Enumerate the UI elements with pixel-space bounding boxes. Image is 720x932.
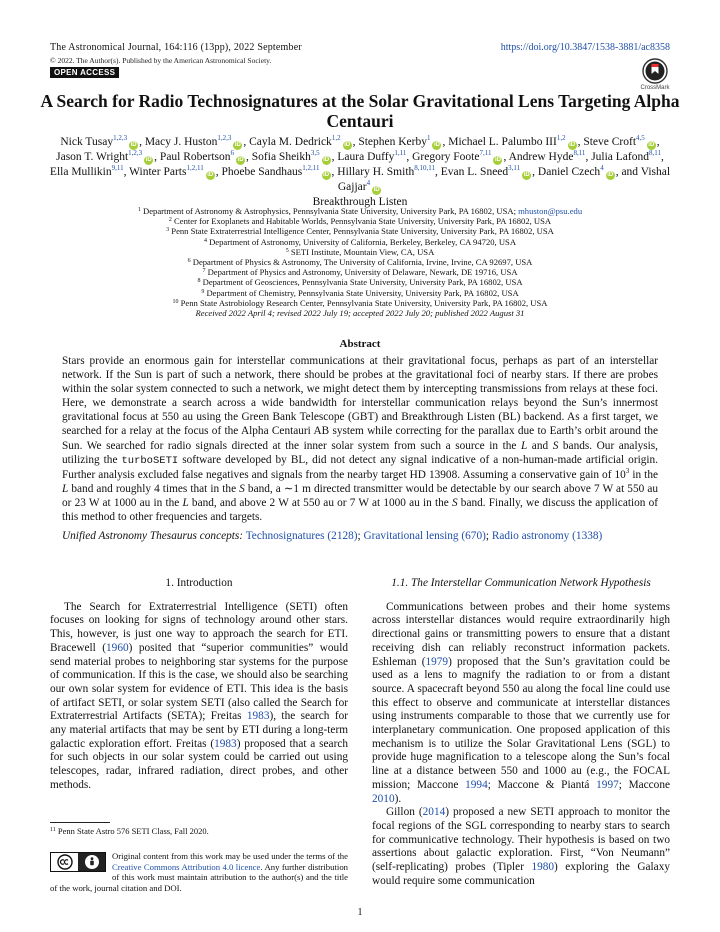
author-name: Laura Duffy$^{1,11}$ — [337, 149, 407, 163]
affiliation-line: $^6$ Department of Physics & Astronomy, The University of California, Irvine, Irvine, CA 92697, USA — [187, 257, 533, 268]
affiliation-line: $^{10}$ Penn State Astrobiology Research Center, Pennsylvania State University, University Park, PA 16802, USA — [172, 297, 548, 308]
orcid-icon[interactable]: iD — [237, 157, 244, 163]
orcid-icon[interactable]: iD — [494, 157, 501, 163]
orcid-icon[interactable]: iD — [323, 172, 330, 178]
affiliation-marker[interactable]: 8,11 — [573, 149, 586, 157]
affiliation-line: $^2$ Center for Exoplanets and Habitable Worlds, Pennsylvania State University, University Park, PA 16802, USA — [168, 216, 552, 227]
orcid-icon[interactable]: iD — [130, 142, 137, 148]
creative-commons-icon — [51, 853, 78, 871]
affiliation-line: $^7$ Department of Physics and Astronomy, University of Delaware, Newark, DE 19716, USA — [202, 267, 518, 278]
orcid-icon[interactable]: iD — [569, 142, 576, 148]
citation-link[interactable]: 2010 — [372, 792, 395, 805]
citation-link[interactable]: 1994 — [465, 778, 488, 791]
affiliation-line: $^8$ Department of Geosciences, Pennsylvania State University, University Park, PA 16802, USA — [197, 277, 523, 288]
citation-link[interactable]: 1960 — [106, 641, 129, 654]
affiliation-marker[interactable]: 4 — [600, 164, 604, 172]
affiliation-marker[interactable]: 4,5 — [636, 134, 645, 142]
uat-link-radio-astronomy[interactable]: Radio astronomy (1338) — [491, 530, 603, 542]
citation-link[interactable]: 1983 — [246, 710, 270, 723]
footnote-divider — [50, 822, 110, 823]
uat-concepts: Unified Astronomy Thesaurus concepts: Technosignatures (2128); Gravitational lensing (670); Radio astronomy (1338) — [62, 530, 603, 542]
orcid-icon[interactable]: iD — [323, 157, 330, 163]
author-name: Julia Lafond$^{8,11}$ — [591, 149, 661, 163]
page-number: 1 — [357, 907, 363, 918]
orcid-icon[interactable]: iD — [607, 172, 614, 178]
orcid-icon[interactable]: iD — [433, 142, 440, 148]
author-name: Gregory Foote$^{7,11}$iD — [412, 149, 501, 163]
author-names: Nick Tusay$^{1,2,3}$iD , Macy J. Huston$^{1,2,3}$iD , Cayla M. Dedrick$^{1,2}$iD , Stephen Kerby$^1$iD , Michael L. Palumbo III$^{1,2}$iD , Steve Croft$^{4,5}$iD , Jason T. Wright$^{1,2,3}$iD , Paul Robertson$^6$iD , Sofia Sheikh$^{3,5}$iD , Laura Duffy$^{1,11}$, Gregory Foote$^{7,11}$iD , Andrew Hyde$^{8,11}$, Julia Lafond$^{8,11}$, Ella Mullikin$^{9,11}$, Winter Parts$^{1,2,11}$iD , Phoebe Sandhaus$^{1,2,11}$iD , Hillary H. Smith$^{8,10,11}$, Evan L. Sneed$^{3,11}$iD , Daniel Czech$^4$iD , and Vishal Gajjar$^4$iD — [49, 134, 671, 193]
orcid-icon[interactable]: iD — [523, 172, 530, 178]
affiliation-marker[interactable]: 3,11 — [508, 164, 521, 172]
abstract-heading: Abstract — [339, 338, 381, 350]
footnote: $^{11}$ Penn State Astro 576 SETI Class, Fall 2020. — [50, 826, 209, 836]
affiliation-marker[interactable]: 1,2 — [331, 134, 341, 142]
affiliation-marker[interactable]: 8,10,11 — [414, 164, 436, 172]
uat-link-gravitational-lensing[interactable]: Gravitational lensing (670) — [363, 530, 486, 542]
subsection-paragraph-1: Communications between probes and their home systems across interstellar distances would require extraordinarily high directional gains or transmitting powers to ensure that a distant receiving dish can reliably reconstruct information packets. Eshleman (1979) proposed that the Sun’s gravitation could be used as a lens to magnify the radiation to or from a distant source. A spacecraft beyond 550 au along the focal line could use this effect to observe and communicate at interstellar distances using instruments comparable to those that we currently use for interplanetary communication. One proposed application of this mechanism is to utilize the Solar Gravitational Lens (SGL) to provide huge magnification to a telescope along the Sun’s focal line at a distance between 550 and 1000 au (e.g., the FOCAL mission; Maccone 1994; Maccone & Piantá 1997; Maccone 2010). — [372, 600, 670, 805]
open-access-badge: OPEN ACCESS — [50, 67, 119, 78]
right-column — [372, 577, 670, 888]
affiliation-marker[interactable]: 1,2,3 — [113, 134, 128, 142]
affiliation-line: $^9$ Department of Chemistry, Pennsylvania State University, University Park, PA 16802, USA — [201, 287, 519, 298]
uat-link-technosignatures[interactable]: Technosignatures (2128) — [245, 530, 358, 542]
orcid-icon[interactable]: iD — [207, 172, 214, 178]
affiliation-marker[interactable]: 3,5 — [310, 149, 320, 157]
affiliation-marker[interactable]: 1 — [426, 134, 431, 142]
orcid-icon[interactable]: iD — [344, 142, 351, 148]
affiliation-line: $^4$ Department of Astronomy, University of California, Berkeley, Berkeley, CA 94720, USA — [203, 236, 517, 247]
orcid-icon[interactable]: iD — [234, 142, 241, 148]
affiliation-marker[interactable]: 4 — [366, 179, 371, 187]
author-name: Winter Parts$^{1,2,11}$iD — [129, 164, 214, 178]
affiliation-marker[interactable]: 1,2 — [556, 134, 566, 142]
affiliation-marker[interactable]: 9,11 — [111, 164, 124, 172]
journal-header: The Astronomical Journal, 164:116 (13pp), 2022 September — [50, 42, 302, 53]
orcid-icon[interactable]: iD — [373, 187, 380, 193]
intro-paragraph: The Search for Extraterrestrial Intelligence (SETI) often focuses on looking for signs of technology around other stars. This, however, is just one way to approach the search for ETI. Bracewell (1960) posited that “superior communities” would send material probes to neighboring star systems for the purpose of communication. If this is the case, we should also be searching our own solar system for evidence of ETI. This idea is the basis of artifact SETI, or solar system SETI (also called the Search for Extraterrestrial Artifacts (SETA); Freitas 1983), the search for any material artifacts that may be sent by ETI during a long-term galactic exploration effort. Freitas (1983) proposed that a search for such objects in our solar system could be carried out using telescopes, radar, infrared radiation, direct probes, and other methods. — [50, 600, 348, 791]
left-column — [50, 577, 348, 793]
copyright-line: © 2022. The Author(s). Published by the American Astronomical Society. — [50, 56, 272, 65]
author-name: Steve Croft$^{4,5}$iD — [583, 134, 655, 148]
author-list — [48, 135, 672, 210]
author-name: Nick Tusay$^{1,2,3}$iD — [60, 134, 137, 148]
affiliation-marker[interactable]: 8,11 — [649, 149, 661, 157]
paper-title: A Search for Radio Technosignatures at the Solar Gravitational Lens Targeting Alpha Centauri — [40, 91, 680, 131]
citation-link[interactable]: 2014 — [422, 806, 446, 819]
attribution-icon — [78, 853, 105, 871]
affiliation-marker[interactable]: 1,2,3 — [128, 149, 143, 157]
affiliation-line: $^1$ Department of Astronomy & Astrophysics, Pennsylvania State University, University Park, PA 16802, USA; mhuston@psu.edu — [137, 206, 583, 216]
doi-link[interactable]: https://doi.org/10.3847/1538-3881/ac8358 — [500, 42, 670, 53]
crossmark-badge[interactable] — [638, 58, 672, 91]
affiliation-marker[interactable]: 6 — [230, 149, 235, 157]
author-name: Michael L. Palumbo III$^{1,2}$iD — [448, 134, 576, 148]
license-link[interactable]: Creative Commons Attribution 4.0 licence — [112, 861, 261, 872]
author-name: Vishal Gajjar$^4$iD — [337, 166, 671, 193]
author-name: Ella Mullikin$^{9,11}$ — [49, 164, 124, 178]
affiliation-marker[interactable]: 1,2,11 — [302, 164, 320, 172]
affiliation-marker[interactable]: 1,11 — [394, 149, 407, 157]
cc-by-badge[interactable] — [50, 852, 106, 872]
software-name: turboSETI — [121, 454, 179, 467]
subsection-paragraph-2: Gillon (2014) proposed a new SETI approach to monitor the focal regions of the SGL corresponding to nearby stars to search for communicative technology. Their hypothesis is based on two assertions about galactic exploration. First, “Von Neumann” (self-replicating) probes (Tipler 1980) exploring the Galaxy would require some communication — [372, 806, 670, 887]
crossmark-icon — [642, 58, 668, 84]
citation-link[interactable]: 1983 — [214, 737, 237, 750]
license-notice: Original content from this work may be used under the terms of the Creative Commons Attribution 4.0 licence. Any further distribution of this work must maintain attribution to the author(s) and the title of the work, journal citation and DOI. — [50, 851, 349, 893]
author-name: Stephen Kerby$^1$iD — [358, 134, 440, 148]
author-name: Macy J. Huston$^{1,2,3}$iD — [144, 134, 241, 148]
affiliation-marker[interactable]: 1,2,11 — [186, 164, 204, 172]
received-dates: Received 2022 April 4; revised 2022 July 19; accepted 2022 July 20; published 2022 August 31 — [195, 308, 525, 319]
affiliation-marker[interactable]: 1,2,3 — [217, 134, 232, 142]
citation-link[interactable]: 1997 — [596, 778, 619, 791]
affiliation-list — [40, 206, 680, 318]
author-name: Evan L. Sneed$^{3,11}$iD — [440, 164, 530, 178]
abstract-text: Stars provide an enormous gain for interstellar communications at their gravitational focus, perhaps as part of an interstellar network. If the Sun is part of such a network, there should be probes at the gravitational foci of nearby stars. If there are probes within the solar system connected to such a network, we might detect them by intercepting transmissions from relays at these foci. Here, we demonstrate a search across a wide bandwidth for interstellar communication relays beyond the Sun’s innermost gravitational focus at 550 au using the Green Bank Telescope (GBT) and Breakthrough Listen (BL) backend. As a first target, we searched for a relay at the focus of the Alpha Centauri AB system while correcting for the parallax due to Earth’s orbit around the Sun. We searched for radio signals directed at the inner solar system from such a source in the L and S bands. Our analysis, utilizing the turboSETI software developed by BL, did not detect any signal indicative of a non-human-made artificial origin. Further analysis excluded false negatives and signals from the nearby target HD 13908. Assuming a conservative gain of $10^3$ in the L band and roughly 4 times that in the S band, a ∼1 m directed transmitter would be detectable by our search above 7 W at 550 au or 23 W at 1000 au in the L band, and above 2 W at 550 au or 7 W at 1000 au in the S band. Finally, we discuss the application of this method to other frequencies and targets. — [62, 355, 659, 524]
author-name: Daniel Czech$^4$iD — [537, 164, 614, 178]
affiliation-line: $^3$ Penn State Extraterrestrial Intelligence Center, Pennsylvania State University, University Park, PA 16802, USA — [166, 226, 554, 237]
affiliation-line: $^5$ SETI Institute, Mountain View, CA, USA — [285, 246, 435, 257]
subsection-heading: 1.1. The Interstellar Communication Network Hypothesis — [391, 577, 651, 589]
author-name: Sofia Sheikh$^{3,5}$iD — [251, 149, 330, 163]
author-name: Hillary H. Smith$^{8,10,11}$ — [337, 164, 436, 178]
section-heading-introduction: 1. Introduction — [165, 577, 233, 589]
author-name: Phoebe Sandhaus$^{1,2,11}$iD — [221, 164, 330, 178]
orcid-icon[interactable]: iD — [145, 157, 152, 163]
author-name: Jason T. Wright$^{1,2,3}$iD — [56, 149, 152, 163]
affiliation-marker[interactable]: 7,11 — [479, 149, 492, 157]
author-name: Andrew Hyde$^{8,11}$ — [508, 149, 586, 163]
orcid-icon[interactable]: iD — [648, 142, 655, 148]
citation-link[interactable]: 1979 — [425, 655, 449, 668]
citation-link[interactable]: 1980 — [531, 861, 555, 874]
author-name: Paul Robertson$^6$iD — [159, 149, 244, 163]
affiliation-lines — [40, 206, 680, 308]
collaboration-name: Breakthrough Listen — [312, 196, 408, 208]
crossmark-label: CrossMark — [640, 85, 670, 91]
author-name: Cayla M. Dedrick$^{1,2}$iD — [249, 134, 351, 148]
email-link[interactable]: mhuston@psu.edu — [518, 206, 583, 216]
